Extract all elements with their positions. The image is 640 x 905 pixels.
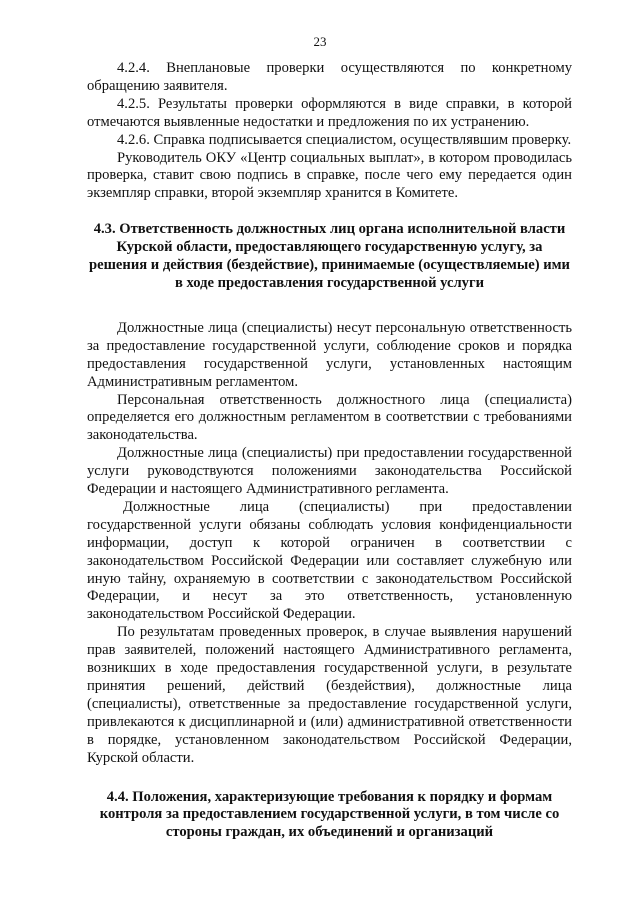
paragraph-4-2-4: 4.2.4. Внеплановые проверки осуществляются по конкретному обращению заявителя. xyxy=(87,60,572,94)
section-heading-4-3: 4.3. Ответственность должностных лиц органа исполнительной власти Курской области, предоставляющего государственную услугу, за решения и действия (бездействие), принимаемые (осуществляемые) ими в ходе предоставления государственной услуги xyxy=(89,221,570,291)
page-content xyxy=(87,60,572,842)
paragraph-confidentiality: Должностные лица (специалисты) при предоставлении государственной услуги обязаны соблюдать условия конфиденциальности информации, доступ к которой ограничен в соответствии с законодательством Российской Федерации или составляет служебную или иную тайну, охраняемую в соответствии с законодательством Российской Федерации, и несут за это ответственность, установленную законодательством Российской Федерации. xyxy=(87,498,572,623)
paragraph-personal-responsibility: Должностные лица (специалисты) несут персональную ответственность за предоставление государственной услуги, соблюдение сроков и порядка предоставления государственной услуги, установленных настоящим Административным регламентом. xyxy=(87,319,572,390)
paragraph-head-signature: Руководитель ОКУ «Центр социальных выплат», в котором проводилась проверка, ставит свою подпись в справке, после чего ему передается один экземпляр справки, второй экземпляр хранится в Комитете. xyxy=(87,149,572,202)
paragraph-official-regulation: Персональная ответственность должностного лица (специалиста) определяется его должностным регламентом в соответствии с требованиями законодательства. xyxy=(87,391,572,444)
paragraph-violation-liability: По результатам проведенных проверок, в случае выявления нарушений прав заявителей, положений настоящего Административного регламента, возникших в ходе предоставления государственной услуги, в результате принятия решений, действий (бездействия), должностные лица (специалисты), ответственные за предоставление государственной услуги, привлекаются к дисциплинарной и (или) административной ответственности в порядке, установленном законодательством Российской Федерации, Курской области. xyxy=(87,624,572,766)
section-heading-4-4: 4.4. Положения, характеризующие требования к порядку и формам контроля за предоставлением государственной услуги, в том числе со стороны граждан, их объединений и организаций xyxy=(99,788,560,841)
paragraph-4-2-5: 4.2.5. Результаты проверки оформляются в виде справки, в которой отмечаются выявленные недостатки и предложения по их устранению. xyxy=(87,95,572,130)
paragraph-legislation-guidance: Должностные лица (специалисты) при предоставлении государственной услуги руководствуются положениями законодательства Российской Федерации и настоящего Административного регламента. xyxy=(87,445,572,498)
paragraph-4-2-6: 4.2.6. Справка подписывается специалистом, осуществлявшим проверку. xyxy=(117,131,572,148)
page-number: 23 xyxy=(313,34,327,49)
